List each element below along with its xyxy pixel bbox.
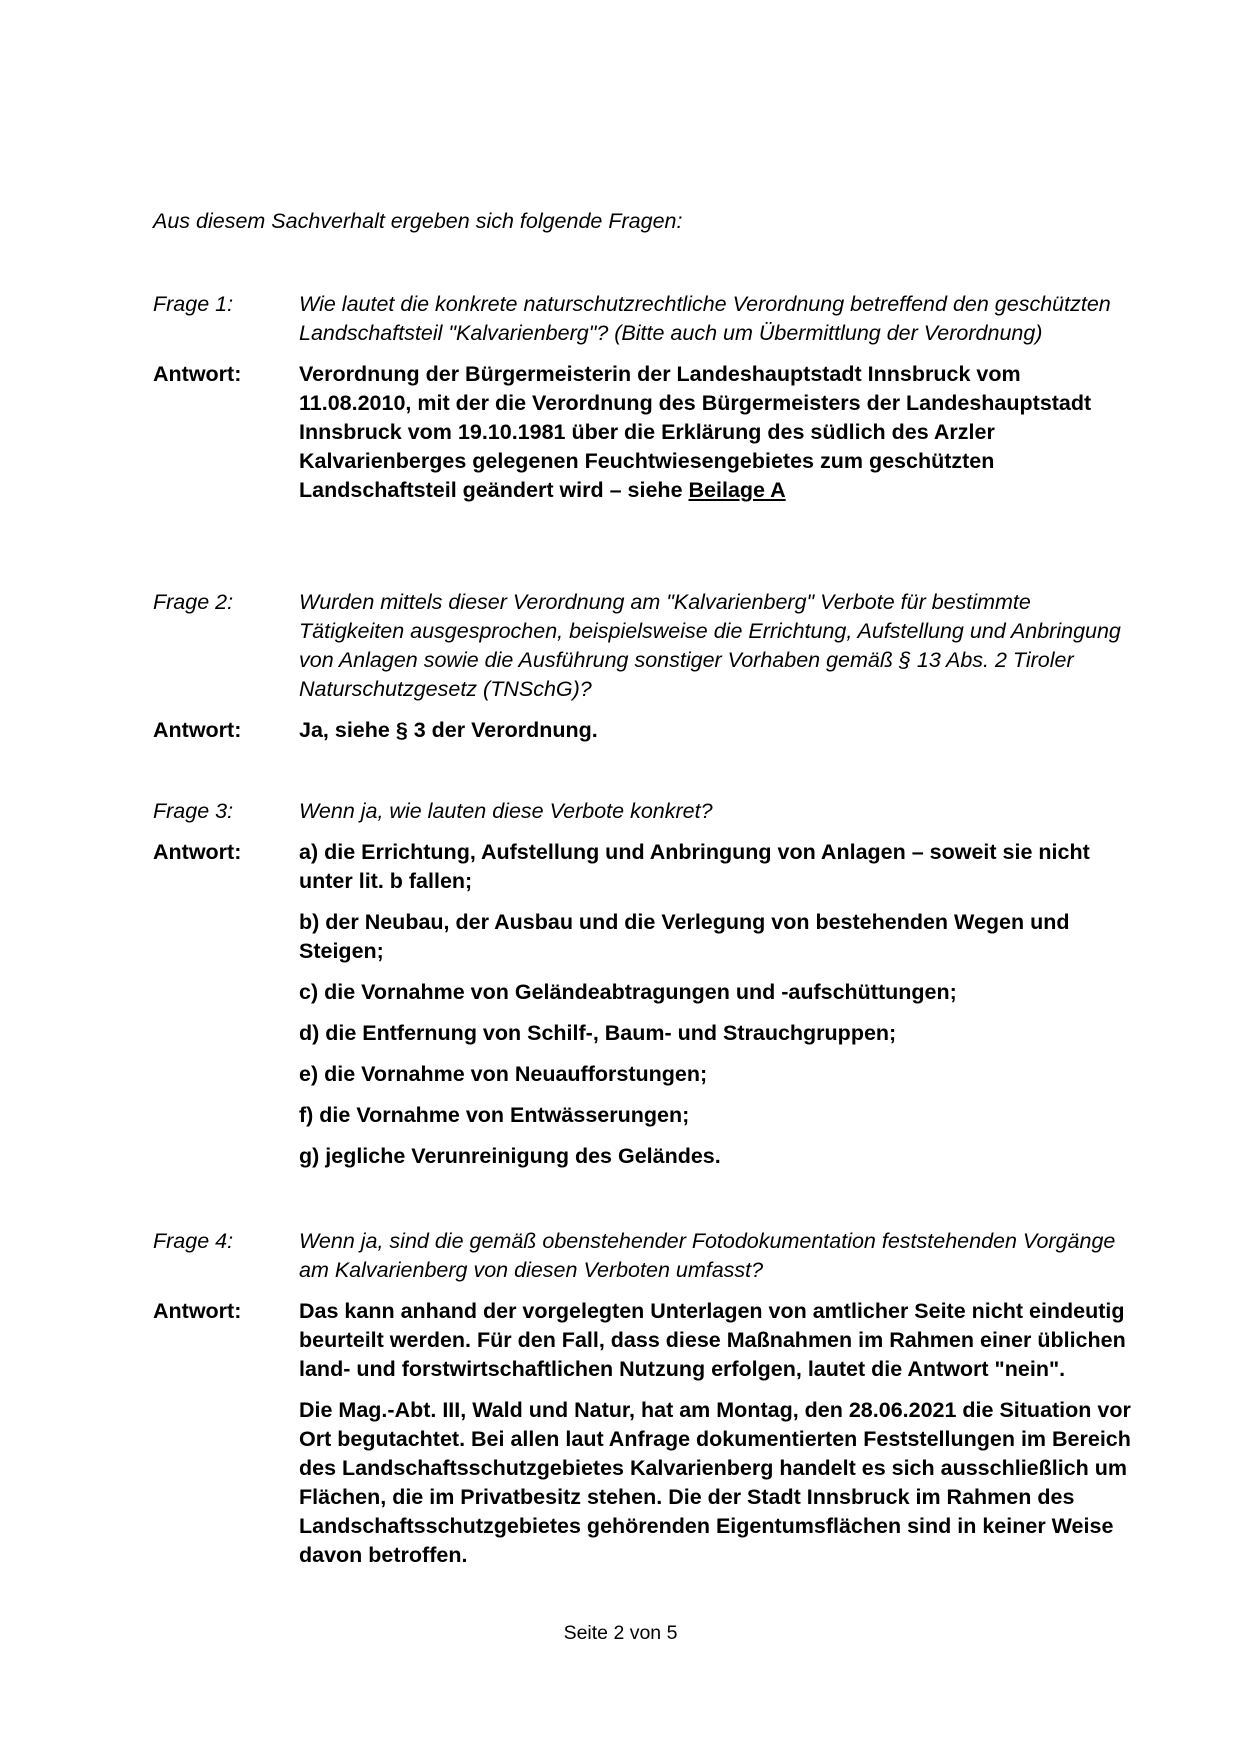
question-row xyxy=(153,797,1138,826)
answer-text xyxy=(299,360,1138,505)
page-number: Seite 2 von 5 xyxy=(563,1622,678,1644)
answer-row xyxy=(153,1297,1138,1570)
question-text: Wenn ja, wie lauten diese Verbote konkret? xyxy=(299,799,713,823)
answer-row xyxy=(153,716,1138,745)
qa-block-1 xyxy=(153,290,1138,505)
answer-body: Verordnung der Bürgermeisterin der Landeshauptstadt Innsbruck vom 11.08.2010, mit der die Verordnung des Bürgermeisters der Landeshauptstadt Innsbruck vom 19.10.1981 über die Erklärung des südlich des Arzler Kalvarienberges gelegenen Feuchtwiesengebietes zum geschützten Landschaftsteil geändert wird – siehe xyxy=(299,362,1092,502)
question-label: Frage 1: xyxy=(153,292,234,316)
list-item: f) die Vornahme von Entwässerungen; xyxy=(299,1103,690,1127)
question-text: Wie lautet die konkrete naturschutzrechtliche Verordnung betreffend den geschützten Landschaftsteil "Kalvarienberg"? (Bitte auch um Übermittlung der Verordnung) xyxy=(299,292,1111,345)
question-text: Wenn ja, sind die gemäß obenstehender Fotodokumentation feststehenden Vorgänge am Kalvarienberg von diesen Verboten umfasst? xyxy=(299,1229,1116,1282)
list-item: g) jegliche Verunreinigung des Geländes. xyxy=(299,1144,721,1168)
question-label: Frage 2: xyxy=(153,590,234,614)
list-item: c) die Vornahme von Geländeabtragungen und -aufschüttungen; xyxy=(299,980,957,1004)
answer-text: Ja, siehe § 3 der Verordnung. xyxy=(299,718,598,742)
answer-label: Antwort: xyxy=(153,1299,242,1323)
answer-row xyxy=(153,838,1138,1171)
qa-block-3 xyxy=(153,797,1138,1171)
qa-block-4 xyxy=(153,1227,1138,1570)
answer-label: Antwort: xyxy=(153,840,242,864)
answer-label: Antwort: xyxy=(153,362,242,386)
list-item: b) der Neubau, der Ausbau und die Verlegung von bestehenden Wegen und Steigen; xyxy=(299,910,1070,963)
question-row xyxy=(153,1227,1138,1285)
answer-paragraph: Das kann anhand der vorgelegten Unterlagen von amtlicher Seite nicht eindeutig beurteilt werden. Für den Fall, dass diese Maßnahmen im Rahmen einer üblichen land- und forstwirtschaftlichen Nutzung erfolgen, lautet die Antwort "nein". xyxy=(299,1299,1126,1381)
attachment-link[interactable]: Beilage A xyxy=(688,478,786,502)
list-item: e) die Vornahme von Neuaufforstungen; xyxy=(299,1062,708,1086)
question-row xyxy=(153,588,1138,704)
answer-row xyxy=(153,360,1138,505)
list-item: a) die Errichtung, Aufstellung und Anbringung von Anlagen – soweit sie nicht unter lit. b fallen; xyxy=(299,840,1090,893)
qa-block-2 xyxy=(153,588,1138,745)
question-text: Wurden mittels dieser Verordnung am "Kalvarienberg" Verbote für bestimmte Tätigkeiten ausgesprochen, beispielsweise die Errichtung, Aufstellung und Anbringung von Anlagen sowie die Ausführung sonstiger Vorhaben gemäß § 13 Abs. 2 Tiroler Naturschutzgesetz (TNSchG)? xyxy=(299,590,1121,701)
question-row xyxy=(153,290,1138,348)
question-label: Frage 3: xyxy=(153,799,234,823)
intro-text: Aus diesem Sachverhalt ergeben sich folgende Fragen: xyxy=(153,209,683,233)
answer-paragraph: Die Mag.-Abt. III, Wald und Natur, hat am Montag, den 28.06.2021 die Situation vor Ort begutachtet. Bei allen laut Anfrage dokumentierten Feststellungen im Bereich des Landschaftsschutzgebietes Kalvarienberg handelt es sich ausschließlich um Flächen, die im Privatbesitz stehen. Die der Stadt Innsbruck im Rahmen des Landschaftsschutzgebietes gehörenden Eigentumsflächen sind in keiner Weise davon betroffen. xyxy=(299,1398,1131,1567)
list-item: d) die Entfernung von Schilf-, Baum- und Strauchgruppen; xyxy=(299,1021,897,1045)
question-label: Frage 4: xyxy=(153,1229,234,1253)
answer-label: Antwort: xyxy=(153,718,242,742)
answer-list xyxy=(299,838,1138,1171)
answer-list xyxy=(299,1297,1138,1570)
